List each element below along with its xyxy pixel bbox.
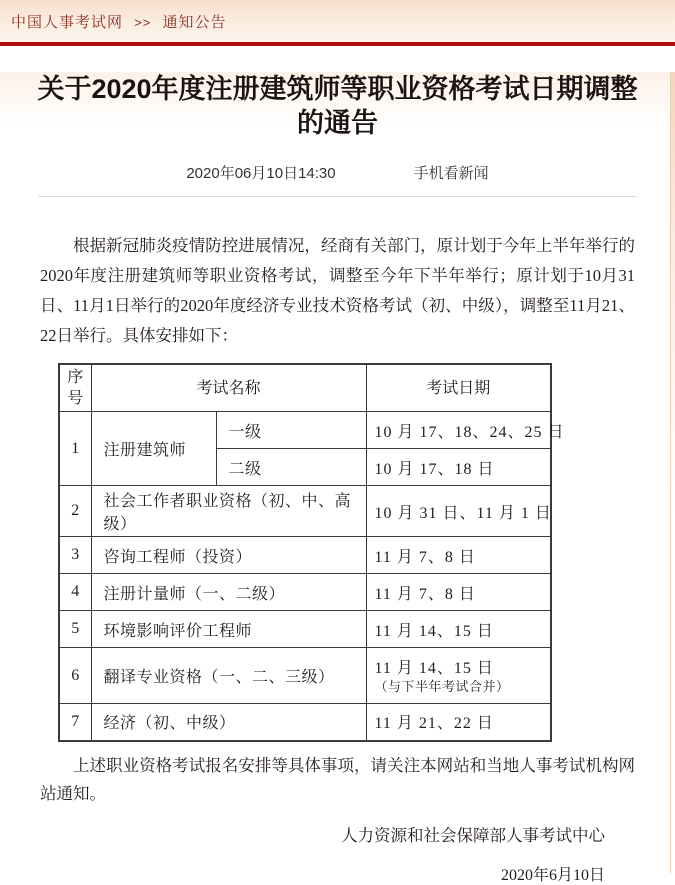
page-title [30,72,645,140]
table-row [59,486,551,537]
table-row-architect-level1 [59,412,551,449]
cell-exam-name: 咨询工程师（投资） [91,537,366,574]
cell-exam-date: 11 月 14、15 日 [366,611,551,648]
header-accent-rule [0,42,675,46]
article-meta [0,162,675,183]
publish-datetime: 2020年06月10日14:30 [186,165,336,182]
meta-divider [38,196,637,197]
breadcrumb [0,11,227,32]
mobile-news-link[interactable]: 手机看新闻 [413,165,489,182]
col-header-no: 序号 [59,364,91,412]
cell-no: 7 [59,704,91,741]
exam-schedule-table [58,363,565,742]
cell-exam-date-main: 11 月 14、15 日 [374,660,494,677]
cell-exam-date: 10 月 17、18 日 [366,449,551,486]
signature-org: 人力资源和社会保障部人事考试中心 [341,825,605,845]
cell-no: 1 [59,412,91,486]
cell-exam-date: 11 月 21、22 日 [366,704,551,741]
col-header-name: 考试名称 [91,364,366,412]
right-edge-gradient [671,72,675,592]
article-content [0,231,675,885]
cell-exam-name: 经济（初、中级） [91,704,366,741]
breadcrumb-site-link[interactable]: 中国人事考试网 [11,13,124,31]
signature-date: 2020年6月10日 [500,866,605,884]
breadcrumb-separator: >> [134,14,152,30]
intro-paragraph: 根据新冠肺炎疫情防控进展情况，经商有关部门，原计划于今年上半年举行的2020年度注册建筑师等职业资格考试，调整至今年下半年举行；原计划于10月31日、11月1日举行的2020年度经济专业技术资格考试（初、中级），调整至11月21、22日举行。具体安排如下： [40,236,635,345]
cell-no: 5 [59,611,91,648]
breadcrumb-section-link[interactable]: 通知公告 [162,13,227,31]
table-row [59,648,551,704]
cell-exam-name: 注册建筑师 [91,412,216,486]
article-page [0,72,675,884]
cell-exam-level: 二级 [216,449,366,486]
cell-exam-name: 翻译专业资格（一、二、三级） [91,648,366,704]
cell-no: 3 [59,537,91,574]
col-header-date: 考试日期 [366,364,551,412]
cell-exam-name: 社会工作者职业资格（初、中、高级） [91,486,366,537]
cell-exam-date [366,648,551,704]
page-title-line2: 的通告 [297,108,378,138]
cell-exam-date: 10 月 17、18、24、25 日 [366,412,551,449]
cell-exam-name: 环境影响评价工程师 [91,611,366,648]
table-row [59,704,551,741]
cell-no: 4 [59,574,91,611]
cell-exam-date: 11 月 7、8 日 [366,574,551,611]
cell-exam-level: 一级 [216,412,366,449]
topbar [0,0,675,42]
table-row [59,574,551,611]
table-header-row [59,364,551,412]
cell-exam-date: 10 月 31 日、11 月 1 日 [366,486,551,537]
cell-exam-name: 注册计量师（一、二级） [91,574,366,611]
page-title-line1: 关于2020年度注册建筑师等职业资格考试日期调整 [37,74,638,104]
cell-no: 2 [59,486,91,537]
cell-exam-date-note: （与下半年考试合并） [374,679,510,694]
closing-paragraph: 上述职业资格考试报名安排等具体事项，请关注本网站和当地人事考试机构网站通知。 [40,755,635,803]
right-edge-line [670,72,671,873]
cell-exam-date: 11 月 7、8 日 [366,537,551,574]
table-row [59,611,551,648]
table-row [59,537,551,574]
cell-no: 6 [59,648,91,704]
